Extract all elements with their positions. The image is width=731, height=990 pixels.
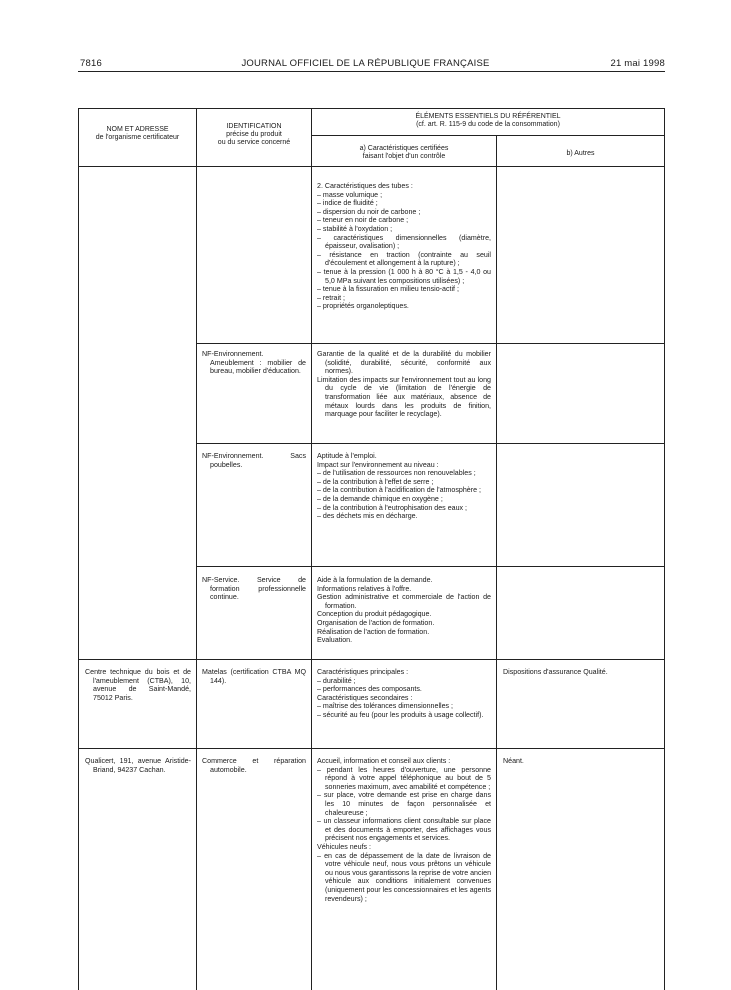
table-top-border (78, 108, 665, 109)
publication-date: 21 mai 1998 (610, 58, 665, 69)
criteria-line: 2. Caractéristiques des tubes : (317, 182, 413, 190)
criteria-line: Limitation des impacts sur l'environnement tout au long du cycle de vie (limitation de l'énergie de transformation liée aux matériaux, absence de métaux lourds dans les produits de finition, marquage pour faciliter le recyclage). (317, 375, 491, 419)
criteria-line: Gestion administrative et commerciale de l'action de formation. (317, 593, 491, 610)
col-header-group (312, 113, 664, 129)
criteria-line: – un classeur informations client consultable sur place et des documents à emporter, des affichages vous précisent nos engagements et services. (317, 817, 491, 843)
identification-cell (202, 452, 306, 469)
col-header-criteria-line1: a) Caractéristiques certifiées (359, 145, 449, 152)
criteria-line: – de la contribution à l'acidification de l'atmosphère ; (317, 486, 481, 495)
criteria-cell (317, 350, 491, 419)
criteria-line: – dispersion du noir de carbone ; (317, 207, 421, 216)
organisme-cell (85, 668, 191, 702)
header-rule (78, 71, 665, 72)
table-left-border (78, 108, 79, 990)
row-separator (196, 443, 665, 444)
criteria-line: – performances des composants. (317, 685, 422, 694)
criteria-line: – tenue à la fissuration en milieu tensio-actif ; (317, 285, 459, 294)
col-header-organisme-line1: NOM ET ADRESSE (106, 126, 169, 133)
col-header-other: b) Autres (566, 150, 595, 157)
criteria-line: Aide à la formulation de la demande. (317, 576, 433, 584)
criteria-line: – caractéristiques dimensionnelles (diamètre, épaisseur, ovalisation) ; (317, 233, 491, 251)
organisme-cell (85, 757, 191, 774)
col-divider-2 (311, 108, 312, 990)
criteria-line: – de la contribution à l'effet de serre ; (317, 477, 434, 486)
identification-text: NF-Environnement. Ameublement : mobilier de bureau, mobilier d'éducation. (202, 350, 306, 376)
identification-cell (202, 350, 306, 376)
criteria-line: – en cas de dépassement de la date de livraison de votre véhicule neuf, nous vous prêtons un véhicule ou nous vous garantissons la reprise de votre ancien véhicule aux conditions initialement convenues (uniquement pour les concessionnaires et les agents revendeurs) ; (317, 851, 492, 903)
criteria-line: – pendant les heures d'ouverture, une personne répond à votre appel téléphonique au bout de 5 sonneries maximum, avec amabilité et compétence ; (317, 765, 491, 791)
criteria-cell (317, 182, 491, 311)
journal-title: JOURNAL OFFICIEL DE LA RÉPUBLIQUE FRANÇAISE (241, 58, 490, 69)
criteria-line: – sécurité au feu (pour les produits à usage collectif). (317, 710, 484, 719)
col-header-identification-line2: précise du produit (226, 131, 282, 138)
page-number: 7816 (80, 58, 102, 69)
identification-text: Commerce et réparation automobile. (202, 757, 306, 774)
identification-text: NF-Environnement. Sacs poubelles. (202, 452, 306, 469)
row-separator (196, 566, 665, 567)
other-cell: Néant. (503, 757, 524, 765)
col-header-organisme-line2: de l'organisme certificateur (95, 134, 180, 141)
criteria-line: Caractéristiques secondaires : (317, 693, 413, 702)
criteria-cell (317, 452, 491, 521)
criteria-line: – propriétés organoleptiques. (317, 302, 409, 311)
table-right-border (664, 108, 665, 990)
criteria-line: – tenue à la pression (1 000 h à 80 °C à 1,5 - 4,0 ou 5,0 MPa suivant les compositions utilisées) ; (317, 267, 491, 285)
criteria-line: – stabilité à l'oxydation ; (317, 224, 393, 233)
criteria-line: Organisation de l'action de formation. (317, 618, 435, 627)
row-separator (78, 659, 665, 660)
criteria-line: – teneur en noir de carbone ; (317, 216, 409, 225)
criteria-line: Réalisation de l'action de formation. (317, 627, 430, 636)
criteria-line: – maîtrise des tolérances dimensionnelles ; (317, 702, 454, 711)
criteria-line: Véhicules neufs : (317, 842, 372, 851)
row-separator (196, 343, 665, 344)
criteria-line: Impact sur l'environnement au niveau : (317, 460, 439, 469)
criteria-line: – retrait ; (317, 293, 345, 302)
criteria-line: – sur place, votre demande est prise en charge dans les 10 minutes de façon personnalisée et chaleureuse ; (317, 791, 491, 817)
col-header-criteria (312, 145, 496, 161)
criteria-line: Conception du produit pédagogique. (317, 610, 432, 619)
col-header-identification-line1: IDENTIFICATION (226, 123, 282, 130)
criteria-line: – masse volumique ; (317, 190, 383, 199)
col-header-group-line1: ÉLÉMENTS ESSENTIELS DU RÉFÉRENTIEL (415, 113, 561, 120)
organisme-text: Centre technique du bois et de l'ameublement (CTBA), 10, avenue de Saint-Mandé, 75012 Paris. (85, 668, 191, 702)
criteria-cell (317, 757, 491, 903)
criteria-line: Caractéristiques principales : (317, 668, 409, 676)
other-cell: Dispositions d'assurance Qualité. (503, 668, 608, 676)
criteria-cell (317, 576, 491, 645)
identification-cell (202, 757, 306, 774)
identification-text: Matelas (certification CTBA MQ 144). (202, 668, 306, 685)
identification-cell (202, 576, 306, 602)
col-header-organisme (79, 126, 196, 142)
identification-cell (202, 668, 306, 685)
identification-text: NF-Service. Service de formation professionnelle continue. (202, 576, 306, 602)
col-header-identification (197, 123, 311, 147)
criteria-line: Informations relatives à l'offre. (317, 584, 412, 593)
criteria-line: Garantie de la qualité et de la durabilité du mobilier (solidité, durabilité, sécurité, conformité aux normes). (317, 350, 491, 376)
criteria-cell (317, 668, 491, 720)
group-header-rule (311, 135, 665, 136)
col-header-group-line2: (cf. art. R. 115-9 du code de la consommation) (416, 121, 560, 128)
criteria-line: – de la contribution à l'eutrophisation des eaux ; (317, 503, 468, 512)
criteria-line: Accueil, information et conseil aux clients : (317, 757, 451, 765)
organisme-text: Qualicert, 191, avenue Aristide-Briand, 94237 Cachan. (85, 757, 191, 774)
criteria-line: – de l'utilisation de ressources non renouvelables ; (317, 469, 476, 478)
criteria-line: Aptitude à l'emploi. (317, 452, 377, 460)
col-header-criteria-line2: faisant l'objet d'un contrôle (362, 153, 446, 160)
criteria-line: – de la demande chimique en oxygène ; (317, 494, 443, 503)
col-divider-3 (496, 135, 497, 990)
criteria-line: – indice de fluidité ; (317, 199, 378, 208)
col-divider-1 (196, 108, 197, 990)
col-header-identification-line3: ou du service concerné (217, 139, 291, 146)
criteria-line: – des déchets mis en décharge. (317, 512, 418, 521)
row-separator (78, 748, 665, 749)
criteria-line: – durabilité ; (317, 676, 356, 685)
criteria-line: Evaluation. (317, 636, 353, 645)
header-bottom-rule (78, 166, 665, 167)
criteria-line: – résistance en traction (contrainte au seuil d'écoulement et allongement à la rupture) ; (317, 250, 491, 268)
